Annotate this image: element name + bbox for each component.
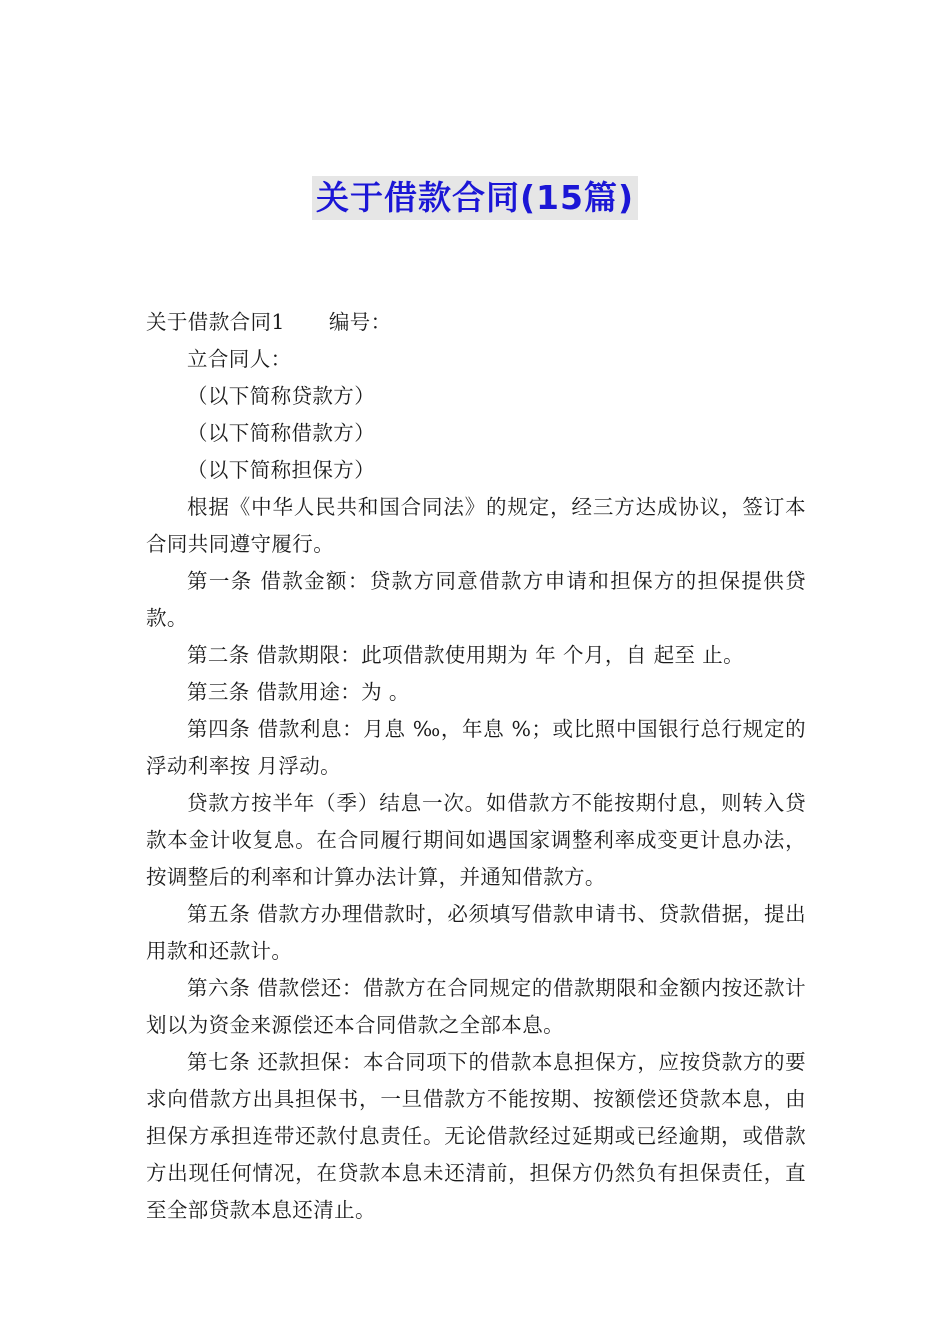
- paragraph-article-7: 第七条 还款担保：本合同项下的借款本息担保方，应按贷款方的要求向借款方出具担保书，一旦借款方不能按期、按额偿还贷款本息，由担保方承担连带还款付息责任。无论借款经过延期或已经逾期，或借款方出现任何情况，在贷款本息未还清前，担保方仍然负有担保责任，直至全部贷款本息还清止。: [146, 1050, 806, 1222]
- paragraph-guarantor: （以下简称担保方）: [187, 458, 376, 482]
- document-body: [146, 304, 806, 1229]
- paragraph-lender: （以下简称贷款方）: [187, 384, 376, 408]
- paragraph-article-6: 第六条 借款偿还：借款方在合同规定的借款期限和金额内按还款计划以为资金来源偿还本合同借款之全部本息。: [146, 976, 806, 1037]
- section-title: 关于借款合同1: [146, 310, 285, 334]
- paragraph-article-3: 第三条 借款用途：为 。: [187, 680, 410, 704]
- paragraph-article-4: 第四条 借款利息：月息 ‰，年息 %；或比照中国银行总行规定的浮动利率按 月浮动。: [146, 717, 806, 778]
- paragraph-preamble: 根据《中华人民共和国合同法》的规定，经三方达成协议，签订本合同共同遵守履行。: [146, 495, 806, 556]
- paragraph-article-5: 第五条 借款方办理借款时，必须填写借款申请书、贷款借据，提出用款和还款计。: [146, 902, 806, 963]
- paragraph-article-1: 第一条 借款金额：贷款方同意借款方申请和担保方的担保提供贷款。: [146, 569, 806, 630]
- paragraph-borrower: （以下简称借款方）: [187, 421, 376, 445]
- number-label: 编号：: [328, 310, 392, 334]
- paragraph-interest-settlement: 贷款方按半年（季）结息一次。如借款方不能按期付息，则转入贷款本金计收复息。在合同履行期间如遇国家调整利率成变更计息办法，按调整后的利率和计算办法计算，并通知借款方。: [146, 791, 806, 889]
- paragraph-article-2: 第二条 借款期限：此项借款使用期为 年 个月，自 起至 止。: [187, 643, 745, 667]
- title-container: [0, 176, 950, 220]
- paragraph-parties: 立合同人：: [187, 347, 292, 371]
- section-heading-line: [146, 304, 806, 341]
- document-title: 关于借款合同(15篇): [312, 176, 638, 220]
